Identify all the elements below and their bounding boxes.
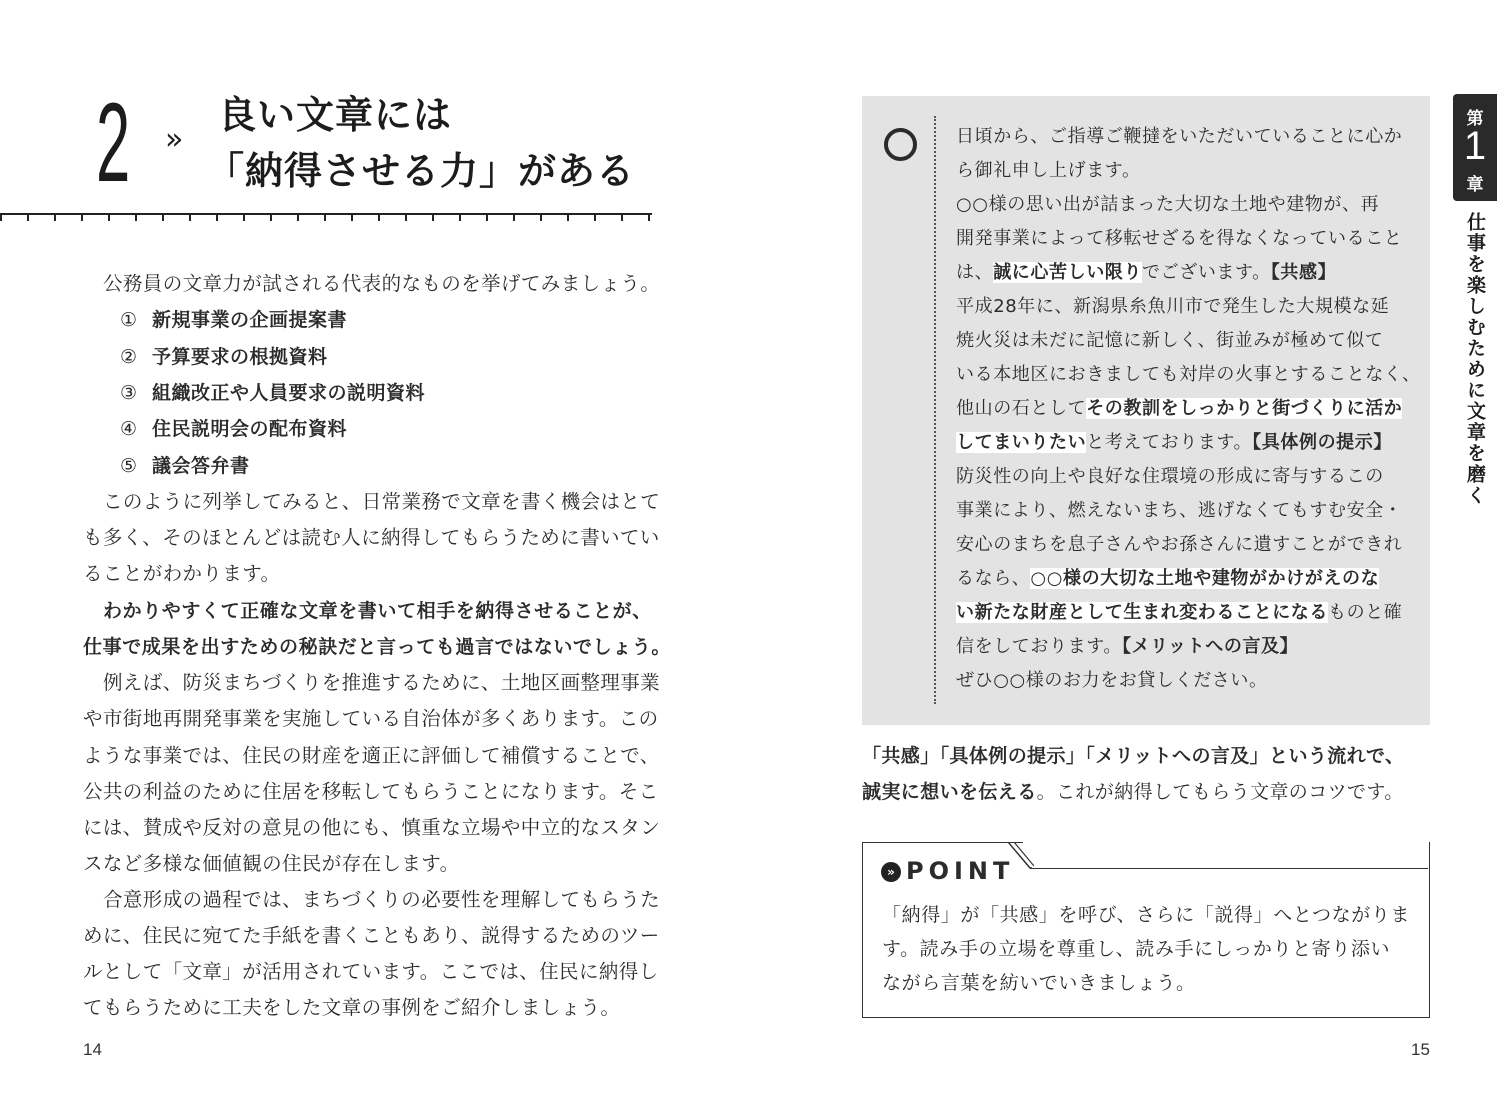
- chapter-dai: 第: [1466, 109, 1484, 129]
- double-chevron-icon: »: [881, 862, 901, 882]
- letter-highlight: い新たな財産として生まれ変わることになる: [956, 602, 1328, 623]
- paragraph-line: ルとして「文章」が活用されています。ここでは、住民に納得し: [83, 960, 659, 983]
- letter-text: と考えております。: [1086, 432, 1253, 453]
- summary-text: 。これが納得してもらう文章のコツです。: [1036, 781, 1404, 803]
- chapter-sho: 章: [1466, 175, 1484, 195]
- point-line: ながら言葉を紡いでいきましょう。: [882, 972, 1196, 994]
- section-number: 2: [96, 80, 131, 205]
- letter-text: 信をしております。: [956, 636, 1122, 657]
- dotted-divider: [934, 116, 936, 704]
- list-item-number: ①: [120, 309, 138, 331]
- list-item: 住民説明会の配布資料: [152, 418, 348, 440]
- chapter-number: 1: [1463, 124, 1487, 168]
- letter-line: [956, 256, 1336, 290]
- letter-line: [956, 630, 1298, 664]
- list-item: 予算要求の根拠資料: [152, 346, 328, 368]
- chapter-tab: [1453, 94, 1497, 201]
- letter-highlight: その教訓をしっかりと街づくりに活か: [1086, 398, 1403, 419]
- section-title-line2: 「納得させる力」がある: [206, 149, 636, 193]
- letter-text: 他山の石として: [956, 398, 1087, 419]
- title-divider: [0, 213, 652, 225]
- good-example-circle-icon: [884, 128, 917, 161]
- emphasis-line: わかりやすくて正確な文章を書いて相手を納得させることが、: [103, 600, 652, 622]
- paragraph-line: 公共の利益のために住居を移転してもらうことになります。そこ: [83, 780, 659, 803]
- point-label: POINT: [906, 857, 1015, 885]
- letter-line: [956, 562, 1379, 596]
- paragraph-line: や市街地再開発事業を実施している自治体が多くあります。この: [83, 707, 659, 730]
- chevron-icon: »: [165, 122, 184, 157]
- page-number-right: 15: [1411, 1040, 1430, 1059]
- letter-line: [956, 392, 1402, 426]
- letter-text: ものと確: [1328, 602, 1403, 623]
- emphasis-line: 仕事で成果を出すための秘訣だと言っても過言ではないでしょう。: [83, 636, 672, 658]
- list-item: 組織改正や人員要求の説明資料: [152, 382, 426, 404]
- chapter-title: 仕事を楽しむために文章を磨く: [1464, 212, 1486, 506]
- list-item-number: ④: [120, 418, 138, 440]
- summary-line: [862, 738, 1404, 774]
- summary-line: [862, 774, 1404, 810]
- page-number-left: 14: [83, 1040, 102, 1059]
- letter-line: 事業により、燃えないまち、逃げなくてもすむ安全・: [956, 500, 1403, 521]
- letter-line: 日頃から、ご指導ご鞭撻をいただいていることに心か: [956, 126, 1403, 147]
- paragraph-line: てもらうために工夫をした文章の事例をご紹介しましょう。: [83, 996, 621, 1019]
- letter-tag: 【共感】: [1270, 262, 1337, 283]
- letter-highlight: してまいりたい: [956, 432, 1087, 453]
- paragraph-line: ような事業では、住民の財産を適正に評価して補償することで、: [83, 744, 660, 767]
- letter-highlight: 誠に心苦しい限り: [993, 262, 1143, 283]
- list-item-number: ②: [120, 346, 138, 368]
- letter-line: 防災性の向上や良好な住環境の形成に寄与するこの: [956, 466, 1384, 487]
- intro-paragraph: 公務員の文章力が試される代表的なものを挙げてみましょう。: [103, 272, 661, 295]
- letter-line: 焼火災は未だに記憶に新しく、街並みが極めて似て: [956, 330, 1384, 351]
- paragraph-line: 合意形成の過程では、まちづくりの必要性を理解してもらうた: [103, 888, 661, 911]
- letter-line: 開発事業によって移転せざるを得なくなっていること: [956, 228, 1403, 249]
- letter-tag: 【メリットへの言及】: [1121, 636, 1299, 657]
- paragraph-line: スなど多様な価値観の住民が存在します。: [83, 852, 460, 875]
- summary-bold: 「共感」「具体例の提示」「メリットへの言及」という流れで、: [862, 745, 1405, 767]
- letter-line: ○○様の思い出が詰まった大切な土地や建物が、再: [956, 194, 1380, 215]
- letter-line: 安心のまちを息子さんやお孫さんに遺すことができれ: [956, 534, 1403, 555]
- letter-line: ら御礼申し上げます。: [956, 160, 1141, 181]
- paragraph-line: めに、住民に宛てた手紙を書くこともあり、説得するためのツー: [83, 924, 660, 947]
- letter-highlight: ○○様の大切な土地や建物がかけがえのな: [1030, 568, 1380, 589]
- paragraph-line: このように列挙してみると、日常業務で文章を書く機会はとて: [103, 490, 661, 513]
- letter-line: [956, 596, 1402, 630]
- list-item: 議会答弁書: [152, 455, 250, 477]
- section-title-line1: 良い文章には: [218, 93, 453, 137]
- letter-line: ぜひ○○様のお力をお貸しください。: [956, 670, 1268, 691]
- point-top-line: [1030, 868, 1428, 869]
- letter-text: でございます。: [1142, 262, 1271, 283]
- point-line: 「納得」が「共感」を呼び、さらに「説得」へとつながりま: [882, 904, 1411, 926]
- list-item: 新規事業の企画提案書: [152, 309, 348, 331]
- list-item-number: ③: [120, 382, 138, 404]
- letter-line: 平成28年に、新潟県糸魚川市で発生した大規模な延: [956, 296, 1390, 317]
- paragraph-line: も多く、そのほとんどは読む人に納得してもらうために書いてい: [83, 526, 660, 549]
- paragraph-line: ることがわかります。: [83, 562, 281, 585]
- paragraph-line: 例えば、防災まちづくりを推進するために、土地区画整理事業: [103, 671, 661, 694]
- letter-tag: 【具体例の提示】: [1252, 432, 1392, 453]
- list-item-number: ⑤: [120, 455, 138, 477]
- letter-text: は、: [956, 262, 994, 283]
- summary-bold: 誠実に想いを伝える: [862, 781, 1037, 803]
- point-line: す。読み手の立場を尊重し、読み手にしっかりと寄り添い: [882, 938, 1391, 960]
- letter-text: るなら、: [956, 568, 1031, 589]
- paragraph-line: には、賛成や反対の意見の他にも、慎重な立場や中立的なスタン: [83, 816, 661, 839]
- letter-line: [956, 426, 1392, 460]
- letter-line: いる本地区におきましても対岸の火事とすることなく、: [956, 364, 1421, 385]
